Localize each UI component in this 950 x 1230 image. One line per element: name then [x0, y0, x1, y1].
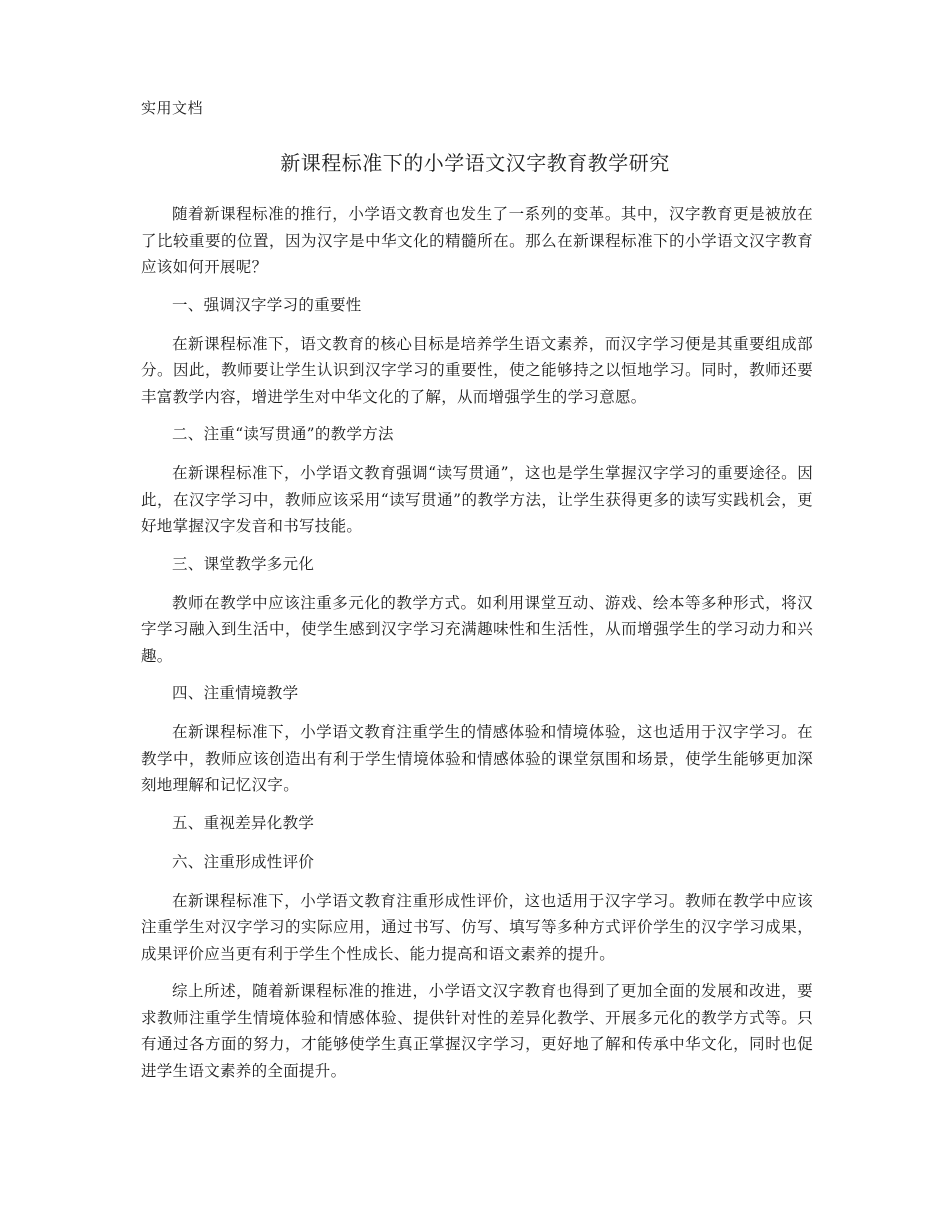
document-title: 新课程标准下的小学语文汉字教育教学研究	[280, 151, 670, 175]
header-label: 实用文档	[141, 99, 204, 117]
section-1-paragraph: 在新课程标准下，语文教育的核心目标是培养学生语文素养，而汉字学习便是其重要组成部分。因此，教师要让学生认识到汉字学习的重要性，使之能够持之以恒地学习。同时，教师还要丰富教学内容，增进学生对中华文化的了解，从而增强学生的学习意愿。	[141, 334, 813, 406]
section-4-paragraph: 在新课程标准下，小学语文教育注重学生的情感体验和情境体验，这也适用于汉字学习。在教学中，教师应该创造出有利于学生情境体验和情感体验的课堂氛围和场景，使学生能够更加深刻地理解和记忆汉字。	[141, 723, 813, 794]
section-3-heading: 三、课堂教学多元化	[172, 554, 315, 573]
section-4-heading: 四、注重情境教学	[172, 684, 299, 702]
section-5-heading: 五、重视差异化教学	[172, 813, 315, 832]
section-6-heading: 六、注重形成性评价	[172, 852, 315, 871]
section-1-heading: 一、强调汉字学习的重要性	[172, 295, 362, 314]
section-2-paragraph: 在新课程标准下，小学语文教育强调“读写贯通”，这也是学生掌握汉字学习的重要途径。因此，在汉字学习中，教师应该采用“读写贯通”的教学方法，让学生获得更多的读写实践机会，更好地掌握汉字发音和书写技能。	[141, 464, 813, 535]
section-2-heading: 二、注重“读写贯通”的教学方法	[172, 425, 394, 443]
document-body	[141, 201, 813, 1095]
section-3-paragraph: 教师在教学中应该注重多元化的教学方式。如利用课堂互动、游戏、绘本等多种形式，将汉字学习融入到生活中，使学生感到汉字学习充满趣味性和生活性，从而增强学生的学习动力和兴趣。	[141, 593, 813, 665]
intro-paragraph: 随着新课程标准的推行，小学语文教育也发生了一系列的变革。其中，汉字教育更是被放在了比较重要的位置，因为汉字是中华文化的精髓所在。那么在新课程标准下的小学语文汉字教育应该如何开展呢？	[141, 205, 813, 276]
section-6-paragraph: 在新课程标准下，小学语文教育注重形成性评价，这也适用于汉字学习。教师在教学中应该注重学生对汉字学习的实际应用，通过书写、仿写、填写等多种方式评价学生的汉字学习成果，成果评价应当更有利于学生个性成长、能力提高和语文素养的提升。	[141, 891, 813, 963]
conclusion-paragraph: 综上所述，随着新课程标准的推进，小学语文汉字教育也得到了更加全面的发展和改进，要求教师注重学生情境体验和情感体验、提供针对性的差异化教学、开展多元化的教学方式等。只有通过各方面的努力，才能够使学生真正掌握汉字学习，更好地了解和传承中华文化，同时也促进学生语文素养的全面提升。	[141, 982, 813, 1080]
